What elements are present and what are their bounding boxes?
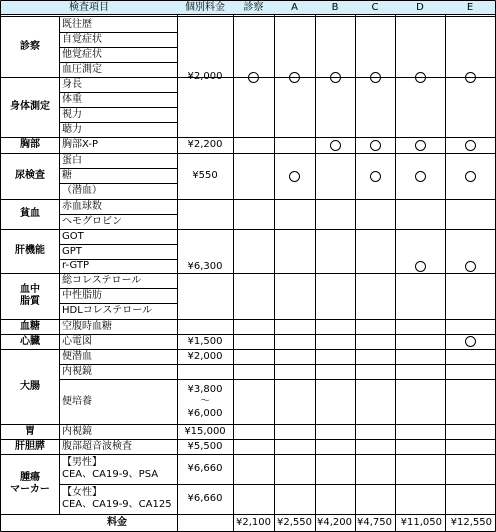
price-fecal-occult-blood: ¥2,000: [187, 350, 223, 362]
header-course-d: D: [395, 1, 445, 14]
category-body-measurement: 身体測定: [10, 101, 50, 112]
category-heart: 心臓: [20, 335, 40, 347]
included-mark-d-0: [415, 72, 426, 83]
price-tumor-marker-female: ¥6,660: [187, 493, 223, 504]
category-stomach: 胃: [25, 425, 35, 437]
category-consultation: 診察: [20, 41, 40, 52]
total-course-c: ¥4,750: [357, 516, 392, 528]
header-item: 検査項目: [1, 1, 177, 14]
item-subjective-symptoms: 自覚症状: [62, 33, 102, 45]
item-objective-symptoms: 他覚症状: [62, 48, 102, 60]
included-mark-e-2: [465, 171, 476, 182]
item-gpt: GPT: [62, 245, 82, 257]
total-course-d: ¥11,050: [400, 516, 442, 528]
included-mark-c-1: [370, 140, 381, 151]
item-vision: 視力: [62, 108, 82, 120]
price-blood-tests: ¥6,300: [187, 260, 223, 272]
category-colon: 大腸: [20, 380, 40, 392]
total-course-e: ¥12,550: [450, 516, 492, 528]
category-anemia: 貧血: [20, 208, 40, 219]
item-tumor-marker-female: 【女性】 CEA、CA19-9、CA125: [62, 487, 172, 510]
item-medical-history: 既往歴: [62, 18, 92, 30]
header-course-c: C: [355, 1, 395, 14]
included-mark-e-1: [465, 140, 476, 151]
price-consult-body: ¥2,000: [187, 71, 223, 82]
item-hemoglobin: ヘモグロビン: [62, 215, 122, 227]
category-liver-function: 肝機能: [15, 245, 45, 256]
item-hearing: 聴力: [62, 123, 82, 135]
price-chest: ¥2,200: [187, 139, 223, 150]
item-tumor-marker-male: 【男性】 CEA、CA19-9、PSA: [62, 457, 159, 480]
item-fecal-occult-blood: 便潜血: [62, 350, 92, 362]
item-got: GOT: [62, 230, 84, 242]
item-colonoscopy: 内視鏡: [62, 365, 92, 377]
item-blood-pressure: 血圧測定: [62, 63, 102, 75]
item-abdominal-ultrasound: 腹部超音波検査: [62, 440, 132, 452]
item-occult-blood: （潜血）: [62, 185, 102, 196]
item-weight: 体重: [62, 93, 82, 105]
header-course-e: E: [445, 1, 495, 14]
included-mark-c-2: [370, 171, 381, 182]
item-urine-sugar: 糖: [62, 169, 72, 181]
included-mark-c-0: [370, 72, 381, 83]
header-price: 個別料金: [177, 1, 233, 14]
item-height: 身長: [62, 78, 82, 90]
included-mark-e-3: [465, 261, 476, 272]
included-mark-e-4: [465, 336, 476, 347]
price-tumor-marker-male: ¥6,660: [187, 463, 223, 474]
included-mark-d-1: [415, 140, 426, 151]
total-course-b: ¥4,200: [317, 516, 352, 528]
category-blood-lipids: 血中 脂質: [20, 284, 40, 307]
item-red-blood-cell-count: 赤血球数: [62, 200, 102, 212]
header-course-b: B: [315, 1, 355, 14]
item-hdl-cholesterol: HDLコレステロール: [62, 305, 153, 316]
item-total-cholesterol: 総コレステロール: [62, 274, 142, 286]
included-mark-b-0: [330, 72, 341, 83]
included-mark-d-3: [415, 261, 426, 272]
price-gastroscopy: ¥15,000: [184, 425, 226, 437]
category-blood-sugar: 血糖: [20, 320, 40, 332]
included-mark-consult-0: [248, 72, 259, 83]
item-ecg: 心電図: [62, 335, 92, 347]
price-abdominal-ultrasound: ¥5,500: [187, 440, 223, 452]
item-protein: 蛋白: [62, 154, 82, 166]
item-fasting-blood-sugar: 空腹時血糖: [62, 320, 112, 332]
included-mark-a-0: [289, 72, 300, 83]
category-chest: 胸部: [20, 139, 40, 150]
header-consult: 診察: [233, 1, 274, 14]
price-urinalysis: ¥550: [192, 170, 218, 181]
category-urinalysis: 尿検査: [15, 170, 45, 181]
included-mark-a-2: [289, 171, 300, 182]
category-tumor-marker: 腫瘍 マーカー: [10, 472, 50, 495]
item-stool-culture: 便培養: [62, 395, 92, 407]
header-course-a: A: [274, 1, 315, 14]
footer-total-label: 料金: [107, 516, 127, 528]
included-mark-d-2: [415, 171, 426, 182]
price-ecg: ¥1,500: [187, 335, 223, 347]
included-mark-b-1: [330, 140, 341, 151]
category-hepatobiliary: 肝胆膵: [15, 440, 45, 452]
price-stool-culture: ¥3,800 ～ ¥6,000: [187, 383, 223, 419]
item-triglycerides: 中性脂肪: [62, 289, 102, 301]
item-gastroscopy: 内視鏡: [62, 425, 92, 437]
total-course-a: ¥2,550: [277, 516, 312, 528]
total-consult: ¥2,100: [236, 516, 271, 528]
item-chest-xray: 胸部X-P: [62, 139, 98, 150]
item-gamma-gtp: r-GTP: [62, 260, 89, 271]
included-mark-e-0: [465, 72, 476, 83]
